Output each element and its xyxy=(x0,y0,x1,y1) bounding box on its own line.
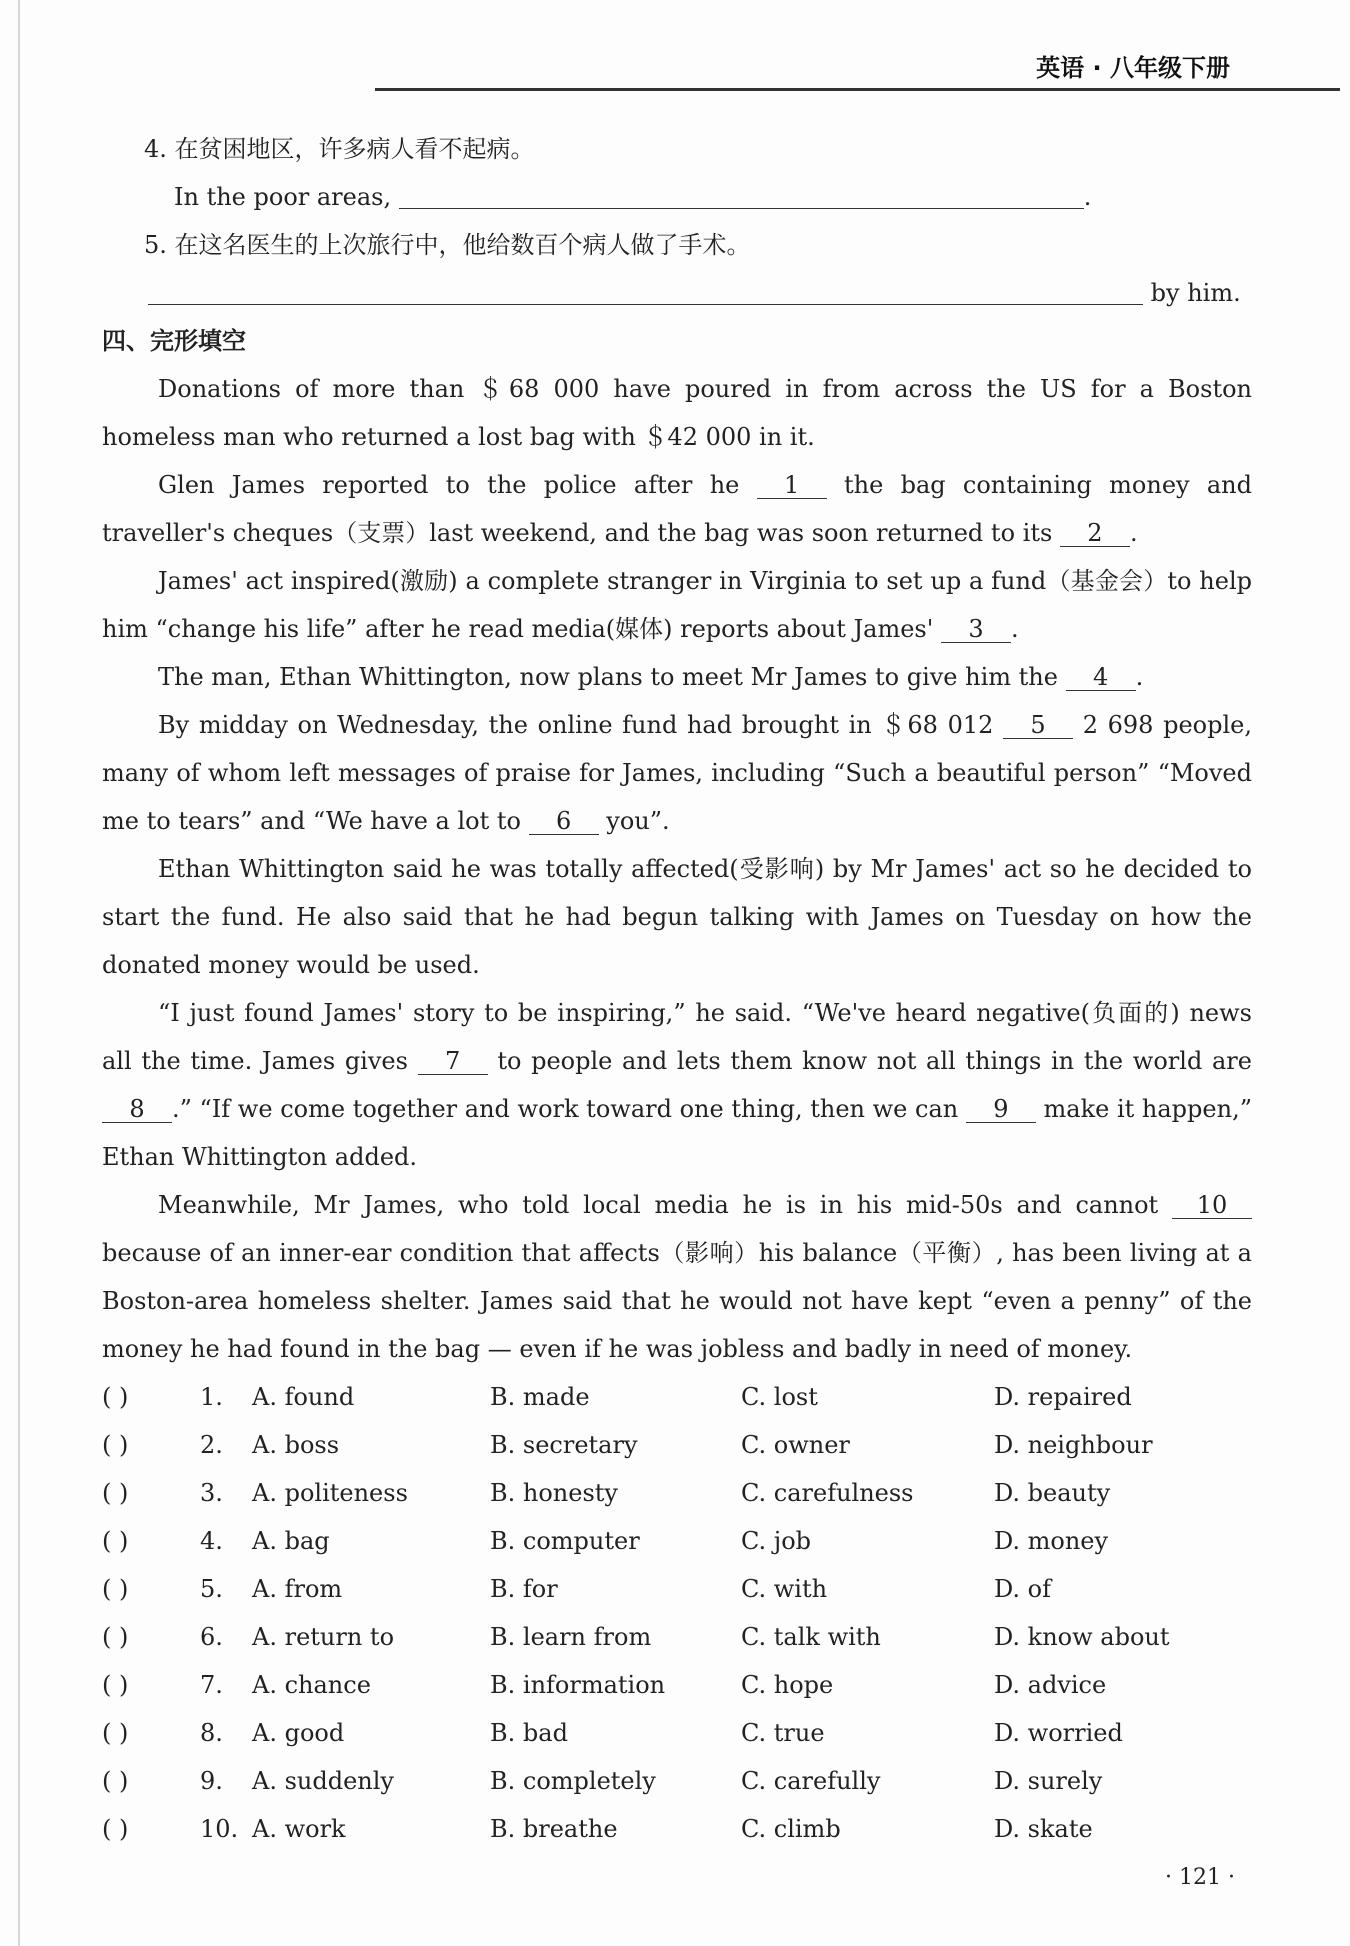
option-b: B. breathe xyxy=(490,1815,618,1843)
blank-4[interactable]: 4 xyxy=(1066,664,1136,691)
option-a: A. politeness xyxy=(252,1479,408,1507)
q4-prefix: In the poor areas, xyxy=(174,183,392,211)
p7-line1: “I just found James' story to be inspiring,” he said. “We've heard negative(负面的) news xyxy=(158,999,1252,1027)
option-a: A. work xyxy=(252,1815,346,1843)
option-b: B. for xyxy=(490,1575,558,1603)
p6-line3: donated money would be used. xyxy=(102,951,480,979)
option-d: D. of xyxy=(994,1575,1051,1603)
option-row xyxy=(102,1805,1252,1853)
option-b: B. made xyxy=(490,1383,590,1411)
blank-10[interactable]: 10 xyxy=(1172,1192,1252,1219)
option-row xyxy=(102,1469,1252,1517)
p3-text-c: . xyxy=(1010,615,1019,643)
passage-paragraph-5 xyxy=(102,701,1252,845)
p7-line4: Ethan Whittington added. xyxy=(102,1143,418,1171)
page-number: · 121 · xyxy=(1165,1865,1235,1890)
answer-paren[interactable]: ( ) xyxy=(102,1527,129,1555)
option-d: D. skate xyxy=(994,1815,1093,1843)
option-row xyxy=(102,1661,1252,1709)
p8-line2: because of an inner-ear condition that affects（影响）his balance（平衡）, has been living at a xyxy=(102,1239,1252,1267)
question-number: 4. xyxy=(200,1527,223,1555)
question-number: 3. xyxy=(200,1479,223,1507)
answer-paren[interactable]: ( ) xyxy=(102,1479,129,1507)
answer-paren[interactable]: ( ) xyxy=(102,1767,129,1795)
p1-line2: man who returned a lost bag with ＄42 000 in it. xyxy=(223,423,815,451)
option-b: B. computer xyxy=(490,1527,640,1555)
p5-text-c: many of whom left messages of praise for James, including “Such a beautiful person” “Moved xyxy=(102,759,1252,787)
blank-9[interactable]: 9 xyxy=(966,1096,1036,1123)
p2-text-b: the bag containing money and traveller's xyxy=(102,471,1253,547)
p3-text-b: him “change his life” after he read media(媒体) reports about James' xyxy=(102,615,934,643)
p7-text-d: make it happen,” xyxy=(1043,1095,1252,1123)
option-row xyxy=(102,1373,1252,1421)
p8-text-a: Meanwhile, Mr James, who told local media he is in his mid-50s and cannot xyxy=(158,1191,1159,1219)
option-c: C. carefulness xyxy=(741,1479,914,1507)
option-c: C. carefully xyxy=(741,1767,881,1795)
option-row xyxy=(102,1709,1252,1757)
p2-text-c: cheques（支票）last weekend, and the bag was soon returned to its xyxy=(232,519,1053,547)
option-d: D. neighbour xyxy=(994,1431,1153,1459)
p2-text-a: Glen James reported to the police after he xyxy=(158,471,740,499)
blank-3[interactable]: 3 xyxy=(941,616,1011,643)
answer-paren[interactable]: ( ) xyxy=(102,1719,129,1747)
answer-paren[interactable]: ( ) xyxy=(102,1575,129,1603)
option-a: A. found xyxy=(252,1383,355,1411)
translation-q5-answer xyxy=(102,269,1252,317)
option-row xyxy=(102,1757,1252,1805)
option-d: D. beauty xyxy=(994,1479,1111,1507)
q5-chinese: 在这名医生的上次旅行中，他给数百个病人做了手术。 xyxy=(174,231,751,259)
option-a: A. boss xyxy=(252,1431,340,1459)
option-c: C. climb xyxy=(741,1815,841,1843)
blank-1[interactable]: 1 xyxy=(757,472,827,499)
option-a: A. from xyxy=(252,1575,343,1603)
section-title: 四、完形填空 xyxy=(102,327,246,355)
question-number: 6. xyxy=(200,1623,223,1651)
blank-6[interactable]: 6 xyxy=(529,808,599,835)
option-row xyxy=(102,1517,1252,1565)
translation-q4-answer xyxy=(102,173,1252,221)
option-d: D. worried xyxy=(994,1719,1123,1747)
p1-line1: Donations of more than ＄68 000 have poured in from across the US for a Boston homeless xyxy=(102,375,1252,451)
p8-line3: Boston-area homeless shelter. James said that he would not have kept “even a penny” of the xyxy=(102,1287,1252,1315)
q5-suffix: by him. xyxy=(1150,279,1241,307)
option-a: A. bag xyxy=(252,1527,330,1555)
blank-7[interactable]: 7 xyxy=(418,1048,488,1075)
p7-text-a: all the time. James gives xyxy=(102,1047,408,1075)
option-d: D. know about xyxy=(994,1623,1170,1651)
option-b: B. completely xyxy=(490,1767,656,1795)
passage-paragraph-3 xyxy=(102,557,1252,653)
option-a: A. return to xyxy=(252,1623,395,1651)
header-rule xyxy=(375,88,1340,91)
question-number: 5. xyxy=(200,1575,223,1603)
option-b: B. honesty xyxy=(490,1479,618,1507)
answer-paren[interactable]: ( ) xyxy=(102,1671,129,1699)
option-row xyxy=(102,1565,1252,1613)
option-c: C. job xyxy=(741,1527,812,1555)
p5-text-b: 2 698 people, xyxy=(1082,711,1252,739)
p6-line2: start the fund. He also said that he had begun talking with James on Tuesday on how the xyxy=(102,903,1252,931)
p8-line4: money he had found in the bag — even if he was jobless and badly in need of money. xyxy=(102,1335,1133,1363)
option-d: D. repaired xyxy=(994,1383,1132,1411)
p5-text-e: you”. xyxy=(606,807,670,835)
p4-text-a: The man, Ethan Whittington, now plans to meet Mr James to give him the xyxy=(158,663,1058,691)
option-b: B. bad xyxy=(490,1719,568,1747)
q4-number: 4. xyxy=(144,135,167,163)
option-row xyxy=(102,1613,1252,1661)
option-c: C. talk with xyxy=(741,1623,881,1651)
option-b: B. information xyxy=(490,1671,666,1699)
p4-text-b: . xyxy=(1135,663,1144,691)
question-number: 1. xyxy=(200,1383,223,1411)
p5-text-d: me to tears” and “We have a lot to xyxy=(102,807,521,835)
answer-paren[interactable]: ( ) xyxy=(102,1815,129,1843)
translation-q5 xyxy=(102,221,1252,269)
option-d: D. advice xyxy=(994,1671,1107,1699)
p2-text-d: . xyxy=(1129,519,1138,547)
option-c: C. true xyxy=(741,1719,825,1747)
option-a: A. chance xyxy=(252,1671,371,1699)
p6-line1: Ethan Whittington said he was totally affected(受影响) by Mr James' act so he decided to xyxy=(158,855,1252,883)
passage-paragraph-4 xyxy=(102,653,1252,701)
passage-paragraph-8 xyxy=(102,1181,1252,1373)
p7-text-c: .” “If we come together and work toward one thing, then we can xyxy=(172,1095,959,1123)
p5-text-a: By midday on Wednesday, the online fund had brought in ＄68 012 xyxy=(158,711,994,739)
p7-text-b: to people and lets them know not all things in the world are xyxy=(497,1047,1252,1075)
question-number: 2. xyxy=(200,1431,223,1459)
translation-q4 xyxy=(102,125,1252,173)
option-b: B. secretary xyxy=(490,1431,638,1459)
option-c: C. with xyxy=(741,1575,828,1603)
passage-paragraph-2 xyxy=(102,461,1252,557)
option-a: A. good xyxy=(252,1719,345,1747)
passage-paragraph-7 xyxy=(102,989,1252,1181)
answer-paren[interactable]: ( ) xyxy=(102,1383,129,1411)
p3-text-a: James' act inspired(激励) a complete stranger in Virginia to set up a fund（基金会）to help xyxy=(158,567,1252,595)
blank-8[interactable]: 8 xyxy=(102,1096,172,1123)
answer-paren[interactable]: ( ) xyxy=(102,1623,129,1651)
option-c: C. hope xyxy=(741,1671,834,1699)
question-number: 9. xyxy=(200,1767,223,1795)
passage-paragraph-1 xyxy=(102,365,1252,461)
q4-chinese: 在贫困地区，许多病人看不起病。 xyxy=(174,135,535,163)
option-b: B. learn from xyxy=(490,1623,652,1651)
blank-5[interactable]: 5 xyxy=(1003,712,1073,739)
q5-answer-line[interactable] xyxy=(148,278,1143,305)
option-a: A. suddenly xyxy=(252,1767,394,1795)
q4-suffix: . xyxy=(1083,183,1092,211)
passage-paragraph-6 xyxy=(102,845,1252,989)
option-row xyxy=(102,1421,1252,1469)
page-header: 英语 · 八年级下册 xyxy=(1036,54,1230,82)
question-number: 7. xyxy=(200,1671,223,1699)
answer-paren[interactable]: ( ) xyxy=(102,1431,129,1459)
blank-2[interactable]: 2 xyxy=(1060,520,1130,547)
question-number: 10. xyxy=(200,1815,239,1843)
option-d: D. money xyxy=(994,1527,1109,1555)
options-list xyxy=(102,1373,1252,1853)
q4-answer-line[interactable] xyxy=(399,182,1084,209)
option-c: C. owner xyxy=(741,1431,850,1459)
q5-number: 5. xyxy=(144,231,167,259)
page-content xyxy=(102,125,1252,1853)
option-d: D. surely xyxy=(994,1767,1103,1795)
question-number: 8. xyxy=(200,1719,223,1747)
option-c: C. lost xyxy=(741,1383,818,1411)
